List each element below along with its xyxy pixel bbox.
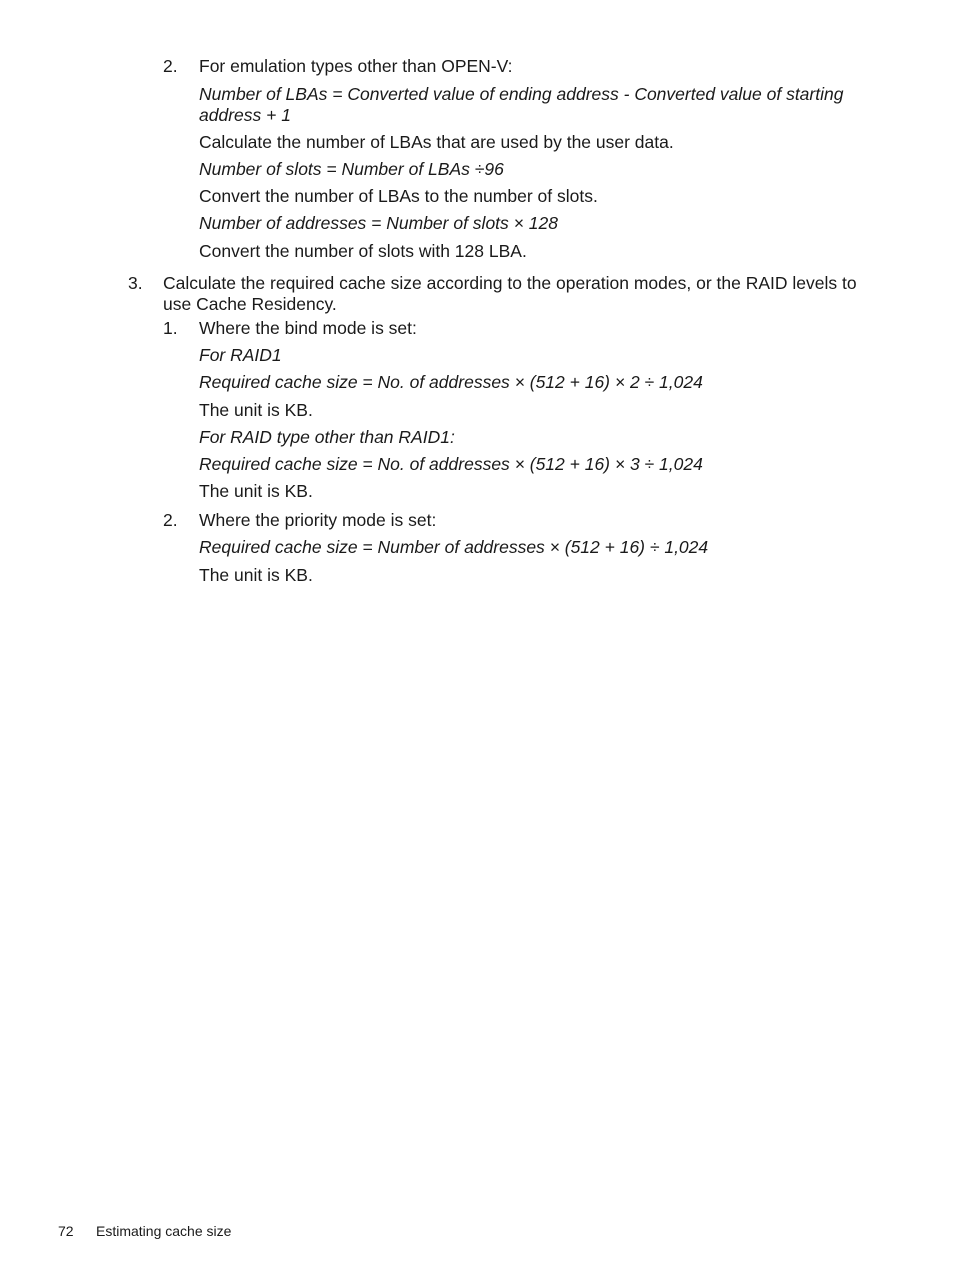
formula-number-of-addresses: Number of addresses = Number of slots × 128: [199, 213, 558, 233]
sub2-heading: For emulation types other than OPEN-V:: [199, 56, 513, 76]
priority-mode-heading: Where the priority mode is set:: [199, 510, 437, 530]
bind-mode-number: 1.: [163, 318, 178, 338]
page-number: 72: [58, 1223, 74, 1239]
priority-unit: The unit is KB.: [199, 565, 313, 585]
formula-number-of-lbas: Number of LBAs = Converted value of ending address - Converted value of starting address + 1: [199, 84, 844, 125]
raid1-label: For RAID1: [199, 345, 282, 365]
text-number-of-addresses: Convert the number of slots with 128 LBA.: [199, 241, 527, 261]
other-raid-formula: Required cache size = No. of addresses × (512 + 16) × 3 ÷ 1,024: [199, 454, 703, 474]
other-raid-unit: The unit is KB.: [199, 481, 313, 501]
text-number-of-slots: Convert the number of LBAs to the number of slots.: [199, 186, 598, 206]
text-number-of-lbas: Calculate the number of LBAs that are used by the user data.: [199, 132, 674, 152]
priority-mode-number: 2.: [163, 510, 178, 530]
other-raid-label: For RAID type other than RAID1:: [199, 427, 455, 447]
sub2-number: 2.: [163, 56, 178, 76]
raid1-unit: The unit is KB.: [199, 400, 313, 420]
formula-number-of-slots: Number of slots = Number of LBAs ÷96: [199, 159, 504, 179]
bind-mode-heading: Where the bind mode is set:: [199, 318, 417, 338]
step3-number: 3.: [128, 273, 143, 293]
footer-section-title: Estimating cache size: [96, 1223, 232, 1239]
raid1-formula: Required cache size = No. of addresses × (512 + 16) × 2 ÷ 1,024: [199, 372, 703, 392]
priority-formula: Required cache size = Number of addresses × (512 + 16) ÷ 1,024: [199, 537, 709, 557]
step3-text: Calculate the required cache size according to the operation modes, or the RAID levels to use Cache Residency.: [163, 273, 857, 314]
